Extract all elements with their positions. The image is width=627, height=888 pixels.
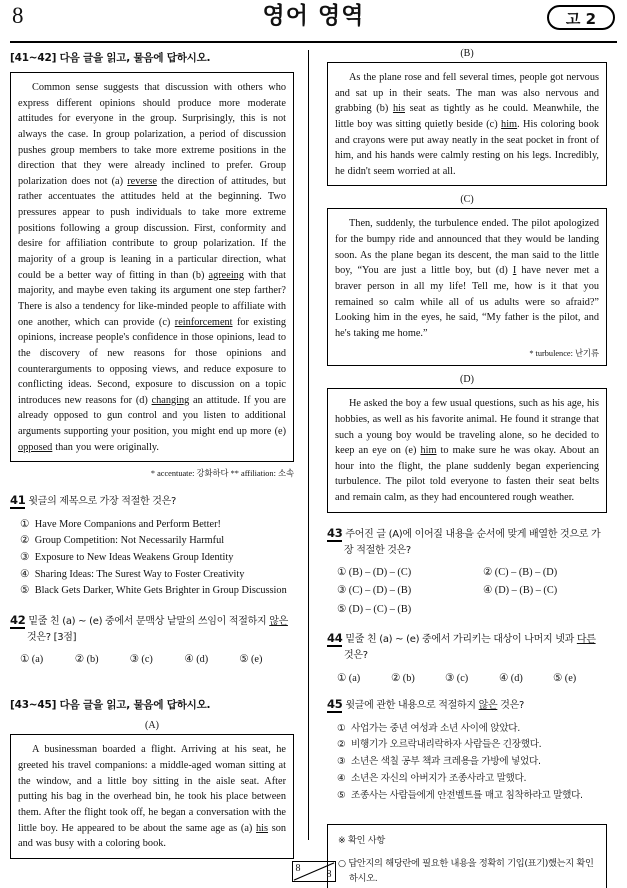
choice-marker: ③ (337, 585, 347, 597)
question-45-text-emphasis: 않은 (478, 699, 498, 711)
choice-option[interactable] (184, 653, 239, 665)
choice-label: 사업가는 중년 여성과 소년 사이에 앉았다. (348, 722, 521, 734)
passage-segment: seat as tightly as he could. Meanwhile, the little boy was sitting quietly beside (c) (335, 103, 599, 130)
choice-option[interactable] (499, 672, 553, 684)
choice-label: (d) (193, 654, 209, 666)
choice-option[interactable] (337, 788, 607, 805)
passage-segment: the direction of attitudes, but rather accentuates the attitudes held at the beginning. Two pressures appear to push individuals to take more extreme positions following a group discussion. First, conformity and desire for affiliation contribute to group polarization. If the majority of a group is leaning in a particular direction, what could be a better way of fitting in than (b) (18, 175, 287, 281)
choice-option[interactable] (130, 653, 185, 665)
choice-label: Group Competition: Not Necessarily Harmful (32, 535, 225, 547)
choice-option[interactable] (337, 721, 607, 738)
question-45-stem (327, 696, 607, 714)
choice-marker: ③ (337, 756, 346, 768)
choice-label: 소년은 자신의 아버지가 조종사라고 말했다. (348, 772, 527, 784)
glossary-41-42: * accentuate: 강화하다 ** affiliation: 소속 (150, 469, 294, 479)
passage-box-a (10, 734, 294, 858)
passage-text-41-42 (18, 80, 286, 455)
choice-marker: ③ (20, 552, 30, 564)
choice-option[interactable] (20, 517, 294, 534)
passage-segment: to make sure he was okay. About an hour into the flight, the plane suddenly began experiencing turbulence. The pilot told everyone to fasten their seat belts and remain calm, as they had encountered rough weather. (335, 445, 599, 504)
choice-label: (D) – (B) – (C) (492, 585, 558, 597)
choice-label: (c) (454, 672, 469, 684)
passage-box-41-42 (10, 72, 294, 462)
question-41-stem (10, 492, 294, 510)
passage-label-c: (C) (460, 194, 474, 206)
page-title: 영어 영역 (262, 3, 365, 29)
page-header (0, 0, 627, 42)
choice-label: (e) (248, 654, 263, 666)
passage-segment: son and was busy with a coloring book. (18, 822, 286, 850)
choice-option[interactable] (483, 565, 627, 581)
choice-option[interactable] (391, 672, 445, 684)
choice-marker: ④ (184, 654, 194, 666)
question-41-text: 윗글의 제목으로 가장 적절한 것은? (28, 495, 176, 507)
underlined-token: his (392, 103, 405, 115)
choice-option[interactable] (337, 771, 607, 788)
passage-segment: Common sense suggests that discussion with others who express different opinions should produce more moderate attitudes for everyone in the group. Surprisingly, this is not always the case. In group polarization, a period of discussion pushes group members to take more extreme positions in the direction that they were already inclined to prefer. Group polarization does not (a) (18, 82, 286, 187)
underlined-token: reverse (127, 175, 157, 187)
choice-label: 조종사는 사람들에게 안전벨트를 매고 침착하라고 말했다. (348, 789, 583, 801)
underlined-token: opposed (18, 441, 53, 453)
passage-segment: with that majority, and maybe even taking its argument one step farther? There is also a tendency for like-minded people to affiliate with one another, which can provide (c) (18, 269, 286, 328)
question-41-choices (10, 517, 294, 600)
footer-left-number: 8 (295, 863, 301, 874)
choice-marker: ④ (483, 585, 493, 597)
choice-label: (C) – (D) – (B) (346, 585, 412, 597)
passage-text-c (335, 216, 599, 341)
passage-label-b: (B) (460, 48, 474, 59)
passage-segment: . His coloring book and crayons were put away neatly in the seat pocket in front of him, and his hands were calmly resting on his legs. Incredibly, he didn't seem worried at all. (335, 118, 599, 177)
choice-label: 비행기가 오르락내리락하자 사람들은 긴장했다. (348, 739, 542, 751)
underlined-token: reinforcement (174, 316, 233, 328)
question-45-text-part2: 것은? (497, 699, 524, 711)
choice-option[interactable] (337, 754, 607, 771)
question-44 (327, 630, 607, 683)
passage-segment: than you were originally. (52, 441, 159, 453)
right-column (315, 48, 607, 884)
choice-marker: ③ (129, 654, 139, 666)
passage-segment: for existing opinions, increase people's confidence in those opinions, lead to the discovery of new reasons for those opinions and counterarguments to opposing views, and reduce exposure to conflicting ideas. Second, exposure to discussion on a topic introduces new reasons for (d) (18, 316, 286, 406)
choice-option[interactable] (337, 672, 391, 684)
choice-label: Sharing Ideas: The Surest Way to Foster Creativity (32, 568, 245, 580)
question-42-text-part2: 것은? [3점] (27, 631, 77, 643)
choice-option[interactable] (337, 602, 483, 618)
choice-marker: ② (337, 739, 346, 751)
choice-marker: ⑤ (553, 672, 563, 684)
question-44-number: 44 (327, 631, 343, 646)
choice-marker: ⑤ (239, 654, 249, 666)
two-column-body (0, 42, 627, 884)
choice-label: (a) (29, 654, 44, 666)
question-43-text: 주어진 글 (A)에 이어질 내용을 순서에 맞게 배열한 것으로 가장 적절한 것은? (344, 528, 601, 556)
passage-label-a: (A) (145, 720, 159, 732)
page-footer (0, 861, 627, 882)
choice-label: (b) (400, 672, 415, 684)
question-42-number: 42 (10, 613, 26, 628)
choice-label: Exposure to New Ideas Weakens Group Identity (32, 552, 234, 564)
notice-body: ○ 답안지의 해당란에 필요한 내용을 정확히 기입(표기)했는지 확인하시오. (338, 858, 594, 884)
underlined-token: changing (151, 394, 190, 406)
question-43-choices (327, 565, 607, 618)
choice-marker: ① (337, 567, 347, 579)
choice-marker: ⑤ (337, 603, 347, 615)
footer-right-number: 8 (326, 869, 332, 880)
choice-marker: ① (20, 518, 30, 530)
passage-box-d (327, 388, 607, 512)
choice-option[interactable] (239, 653, 294, 665)
choice-label: Have More Companions and Perform Better! (32, 518, 221, 530)
choice-option[interactable] (337, 737, 607, 754)
footer-page-indicator (292, 861, 336, 882)
notice-heading: ※ 확인 사항 (338, 835, 385, 847)
choice-option[interactable] (20, 550, 294, 567)
passage-text-d (335, 396, 599, 505)
choice-marker: ⑤ (20, 585, 30, 597)
choice-option[interactable] (20, 567, 294, 584)
question-42-text-emphasis: 않은 (269, 616, 288, 628)
choice-marker: ① (20, 654, 30, 666)
choice-marker: ④ (20, 568, 30, 580)
grade-badge: 고 2 (547, 5, 615, 30)
question-42-choices (10, 653, 294, 665)
choice-label: (D) – (C) – (B) (346, 603, 412, 615)
question-42-text-part1: 밑줄 친 (a) ~ (e) 중에서 문맥상 낱말의 쓰임이 적절하지 (28, 616, 270, 628)
underlined-token: agreeing (208, 269, 244, 281)
choice-marker: ② (20, 535, 30, 547)
underlined-token: him (420, 445, 437, 457)
left-column-spacer (10, 665, 294, 695)
passage-segment: He asked the boy a few usual questions, such as his age, his hobbies, as well as his favorite animal. He found it strange that such a young boy would be traveling alone, so he decided to keep an eye on (e) (335, 398, 599, 457)
left-column (10, 48, 302, 850)
choice-option[interactable] (20, 583, 294, 600)
choice-label: (a) (346, 672, 361, 684)
choice-option[interactable] (20, 653, 75, 665)
question-42-stem (10, 612, 294, 645)
choice-label: (e) (562, 672, 577, 684)
passage-segment: Then, suddenly, the turbulence ended. The pilot apologized for the bumpy ride and announced that they would be landing soon. As the plane began its descent, the man said to the little boy, “You are just a little boy, but (d) (335, 218, 599, 277)
choice-option[interactable] (445, 672, 499, 684)
choice-label: (C) – (B) – (D) (492, 567, 558, 579)
question-43-number: 43 (327, 525, 343, 540)
choice-marker: ④ (499, 672, 509, 684)
choice-marker: ⑤ (337, 789, 346, 801)
header-page-number: 8 (12, 3, 24, 28)
choice-option[interactable] (553, 672, 607, 684)
question-44-choices (327, 672, 607, 684)
passage-text-b (335, 70, 599, 179)
question-45 (327, 696, 607, 805)
passage-label-d: (D) (460, 374, 474, 386)
choice-label: (d) (508, 672, 523, 684)
choice-label: (B) – (D) – (C) (346, 567, 412, 579)
question-45-choices (327, 721, 607, 805)
choice-marker: ② (74, 654, 85, 666)
question-45-number: 45 (327, 696, 343, 711)
choice-label: (c) (138, 654, 153, 666)
choice-marker: ① (337, 672, 347, 684)
passage-box-c (327, 208, 607, 366)
choice-option[interactable] (337, 565, 483, 581)
choice-marker: ② (391, 672, 401, 684)
passage-segment: A businessman boarded a flight. Arriving at his seat, he greeted his travel companions: a middle-aged woman sitting at the window, and a little boy sitting in the aisle seat. After putting his bag in the overhead bin, he took his place between them. After the flight took off, he began a conversation with the little boy. He appeared to be about the same age as (a) (18, 744, 286, 834)
directive-41-42: [41~42] 다음 글을 읽고, 물음에 답하시오. (10, 52, 211, 64)
glossary-c: * turbulence: 난기류 (529, 348, 599, 358)
question-42 (10, 612, 294, 665)
choice-label: (b) (84, 654, 99, 666)
question-45-text-part1: 윗글에 관한 내용으로 적절하지 (345, 699, 479, 711)
choice-option[interactable] (337, 583, 483, 599)
column-divider (308, 50, 309, 840)
question-44-stem (327, 630, 607, 663)
question-43-stem (327, 525, 607, 558)
question-44-text-emphasis: 다른 (576, 634, 596, 646)
passage-segment: an attitude. If you are already opposed to gun control and you listen to additional arguments supporting your position, you might end up more (e) (18, 394, 287, 438)
directive-43-45: [43~45] 다음 글을 읽고, 물음에 답하시오. (10, 699, 211, 712)
passage-segment: As the plane rose and fell several times, people got nervous and sat up in their seats. The man was also nervous and grabbing (b) (335, 72, 599, 115)
passage-segment: have never met a braver person in all my life! Tell me, how is it that you remained so calm while all of us adults were so afraid?” Looking him in the eyes, he said, “My father is the pilot, and he's taking me home.” (335, 265, 599, 339)
choice-option[interactable] (75, 653, 130, 665)
underlined-token: I (512, 265, 517, 277)
underlined-token: him (501, 118, 518, 130)
choice-marker: ④ (337, 772, 346, 784)
question-41 (10, 492, 294, 600)
choice-label: 소년은 색칠 공부 책과 크레용을 가방에 넣었다. (348, 756, 541, 768)
choice-label: Black Gets Darker, White Gets Brighter in Group Discussion (32, 585, 287, 597)
underlined-token: his (256, 822, 269, 834)
passage-box-b (327, 62, 607, 186)
question-44-text-part1: 밑줄 친 (a) ~ (e) 중에서 가리키는 대상이 나머지 넷과 (345, 634, 577, 646)
question-44-text-part2: 것은? (344, 650, 368, 662)
choice-marker: ② (483, 567, 493, 579)
choice-option[interactable] (20, 533, 294, 550)
passage-text-a (18, 742, 286, 851)
question-41-number: 41 (10, 492, 26, 507)
choice-option[interactable] (483, 583, 627, 599)
choice-marker: ③ (445, 672, 455, 684)
choice-marker: ① (337, 722, 346, 734)
question-43 (327, 525, 607, 619)
